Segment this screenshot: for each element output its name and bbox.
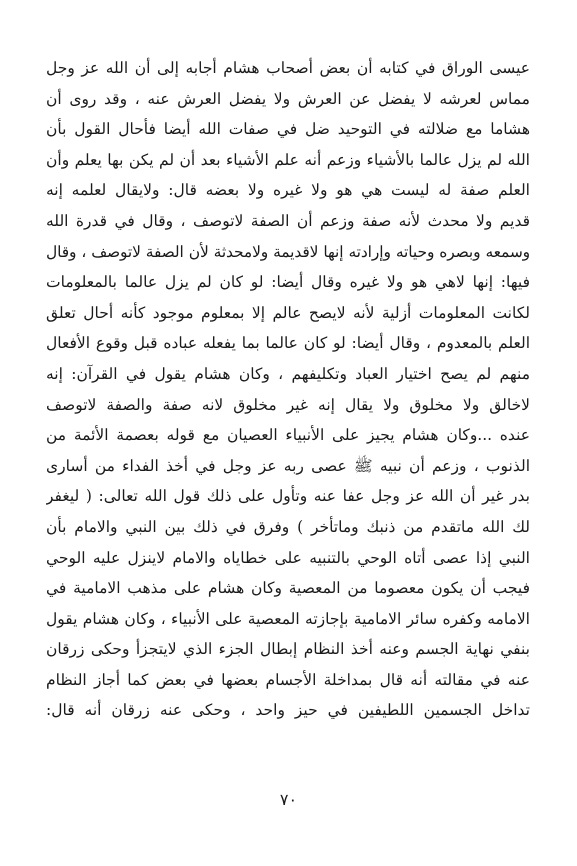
text-line: عنده ...وكان هشام يجيز على الأنبياء العصيان مع قوله بعصمة الأئمة من (46, 426, 530, 445)
text-line: منهم لم يصح اختيار العباد وتكليفهم ، وكان هشام يقول في القرآن: إنه (46, 364, 530, 383)
text-line: لك الله ماتقدم من ذنبك وماتأخر ) وفرق في ذلك بين النبي والامام بأن (46, 517, 530, 536)
text-line: بدر غير أن الله عز وجل عفا عنه وتأول على ذلك قول الله تعالى: ( ليغفر (46, 487, 530, 506)
text-line: الذنوب ، وزعم أن نبيه ﷺ عصى ربه عز وجل في أخذ الفداء من أسارى (46, 456, 530, 475)
text-line: فيجب أن يكون معصوما من المعصية وكان هشام على مذهب الامامية في (46, 579, 530, 598)
body-text (46, 53, 530, 726)
text-line: وسمعه وبصره وحياته وإرادته إنها لاقديمة ولامحدثة لأن الصفة لاتوصف ، وقال (46, 242, 530, 261)
text-line: عيسى الوراق في كتابه أن بعض أصحاب هشام أجابه إلى أن الله عز وجل (46, 59, 530, 77)
text-line: الامامه وكفره سائر الامامية بإجازته المعصية على الأنبياء ، وكان هشام يقول (46, 609, 530, 628)
text-line: مماس لعرشه لا يفضل عن العرش ولا يفضل العرش عنه ، وقد روى أن (46, 89, 530, 108)
text-line: الله لم يزل عالما بالأشياء وزعم أنه علم الأشياء بعد أن لم يكن بها يعلم وأن (46, 150, 530, 169)
page-number: ٧٠ (279, 790, 298, 809)
text-line: لاخالق ولا مخلوق ولا يقال إنه غير مخلوق لانه صفة والصفة لاتوصف (46, 395, 530, 414)
text-line: بنفي نهاية الجسم وعنه أخذ النظام إبطال الجزء الذي لايتجزأ وحكى زرقان (46, 640, 530, 659)
text-line: عنه في مقالته أنه قال بمداخلة الأجسام بعضها في بعض كما أجاز النظام (46, 670, 530, 689)
text-line: العلم صفة له ليست هي هو ولا غيره ولا بعضه قال: ولايقال لعلمه إنه (46, 181, 530, 200)
text-line: النبي إذا عصى أتاه الوحي بالتنبيه على خطاياه والامام لاينزل عليه الوحي (46, 548, 530, 567)
text-line: قديم ولا محدث لأنه صفة وزعم أن الصفة لاتوصف ، وقال في قدرة الله (46, 211, 530, 230)
text-line: هشاما مع ضلالته في التوحيد ضل في صفات الله أيضا فأحال القول بأن (46, 120, 530, 139)
text-line: تداخل الجسمين اللطيفين في حيز واحد ، وحكى عنه زرقان أنه قال: (46, 701, 530, 720)
text-line: العلم بالمعدوم ، وقال أيضا: لو كان عالما بما يفعله عباده قبل وقوع الأفعال (46, 334, 530, 353)
text-line: لكانت المعلومات أزلية لأنه لايصح عالم إلا بمعلوم موجود كأنه أحال تعلق (46, 303, 530, 322)
text-line: فيها: إنها لاهي هو ولا غيره وقال أيضا: لو كان لم يزل عالما بالمعلومات (46, 273, 530, 292)
